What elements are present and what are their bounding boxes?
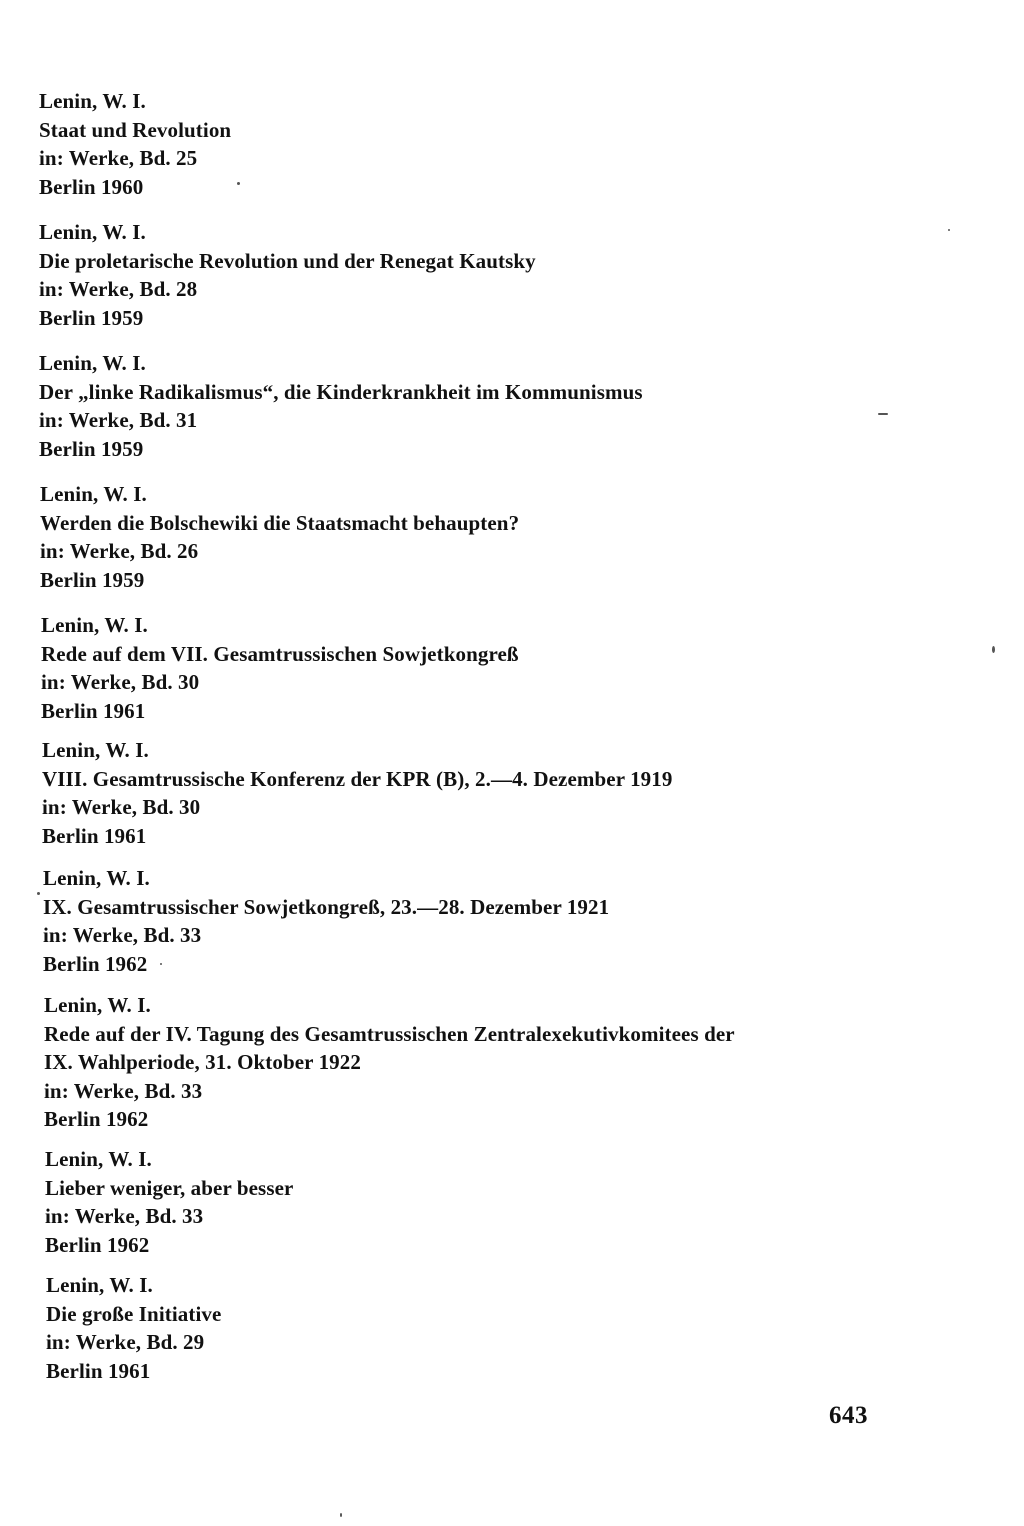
entry-title: Lieber weniger, aber besser	[45, 1175, 294, 1200]
bibliography-entry	[45, 1145, 293, 1259]
entry-source: in: Werke, Bd. 26	[40, 539, 199, 564]
entry-source: in: Werke, Bd. 33	[44, 1078, 203, 1103]
scan-speck	[237, 182, 240, 185]
entry-title-line-1: Rede auf der IV. Tagung des Gesamtrussischen Zentralexekutivkomitees der	[44, 1021, 735, 1046]
entry-place-year: Berlin 1962	[45, 1232, 150, 1257]
bibliography-entry	[39, 349, 643, 463]
entry-title: Die proletarische Revolution und der Renegat Kautsky	[39, 248, 536, 273]
bibliography-entry	[42, 736, 672, 850]
entry-author: Lenin, W. I.	[40, 482, 147, 506]
entry-place-year: Berlin 1960	[39, 174, 144, 199]
bibliography-entry	[43, 864, 609, 978]
entry-source: in: Werke, Bd. 28	[39, 277, 198, 302]
entry-author: Lenin, W. I.	[39, 220, 146, 244]
entry-title: Der „linke Radikalismus“, die Kinderkrankheit im Kommunismus	[39, 379, 643, 404]
entry-place-year: Berlin 1961	[41, 698, 146, 723]
entry-source: in: Werke, Bd. 25	[39, 146, 198, 171]
entry-author: Lenin, W. I.	[45, 1147, 152, 1171]
scan-speck	[160, 963, 162, 965]
entry-place-year: Berlin 1962	[43, 951, 148, 976]
entry-title: Die große Initiative	[46, 1301, 222, 1326]
entry-source: in: Werke, Bd. 30	[41, 670, 200, 695]
scan-speck	[878, 413, 888, 415]
bibliography-entry	[39, 218, 536, 332]
entry-place-year: Berlin 1961	[42, 823, 147, 848]
entry-place-year: Berlin 1959	[39, 436, 144, 461]
entry-place-year: Berlin 1961	[46, 1358, 151, 1383]
page-number: 643	[829, 1402, 868, 1429]
entry-source: in: Werke, Bd. 30	[42, 795, 201, 820]
bibliography-entry	[39, 87, 231, 201]
bibliography-entry	[40, 480, 519, 594]
entry-author: Lenin, W. I.	[43, 866, 150, 890]
scan-speck	[37, 892, 40, 895]
entry-author: Lenin, W. I.	[46, 1273, 153, 1297]
scan-speck	[948, 229, 950, 231]
entry-source: in: Werke, Bd. 31	[39, 408, 198, 433]
scan-speck	[992, 646, 995, 653]
bibliography-entry	[46, 1271, 221, 1385]
entry-author: Lenin, W. I.	[44, 993, 151, 1017]
entry-title-line-2: IX. Wahlperiode, 31. Oktober 1922	[44, 1050, 361, 1075]
entry-title: VIII. Gesamtrussische Konferenz der KPR (B), 2.—4. Dezember 1919	[42, 766, 673, 791]
entry-place-year: Berlin 1959	[40, 567, 145, 592]
entry-title: Staat und Revolution	[39, 117, 232, 142]
entry-source: in: Werke, Bd. 29	[46, 1330, 205, 1355]
entry-author: Lenin, W. I.	[39, 351, 146, 375]
bibliography-entry	[44, 991, 735, 1134]
entry-place-year: Berlin 1962	[44, 1107, 149, 1132]
entry-author: Lenin, W. I.	[41, 613, 148, 637]
entry-author: Lenin, W. I.	[39, 89, 146, 113]
entry-source: in: Werke, Bd. 33	[43, 923, 202, 948]
entry-title: Werden die Bolschewiki die Staatsmacht behaupten?	[40, 510, 520, 535]
bibliography-entry	[41, 611, 519, 725]
scan-speck	[340, 1513, 342, 1517]
entry-place-year: Berlin 1959	[39, 305, 144, 330]
entry-title: Rede auf dem VII. Gesamtrussischen Sowjetkongreß	[41, 641, 519, 666]
entry-source: in: Werke, Bd. 33	[45, 1204, 204, 1229]
entry-title: IX. Gesamtrussischer Sowjetkongreß, 23.—28. Dezember 1921	[43, 894, 610, 919]
entry-author: Lenin, W. I.	[42, 738, 149, 762]
